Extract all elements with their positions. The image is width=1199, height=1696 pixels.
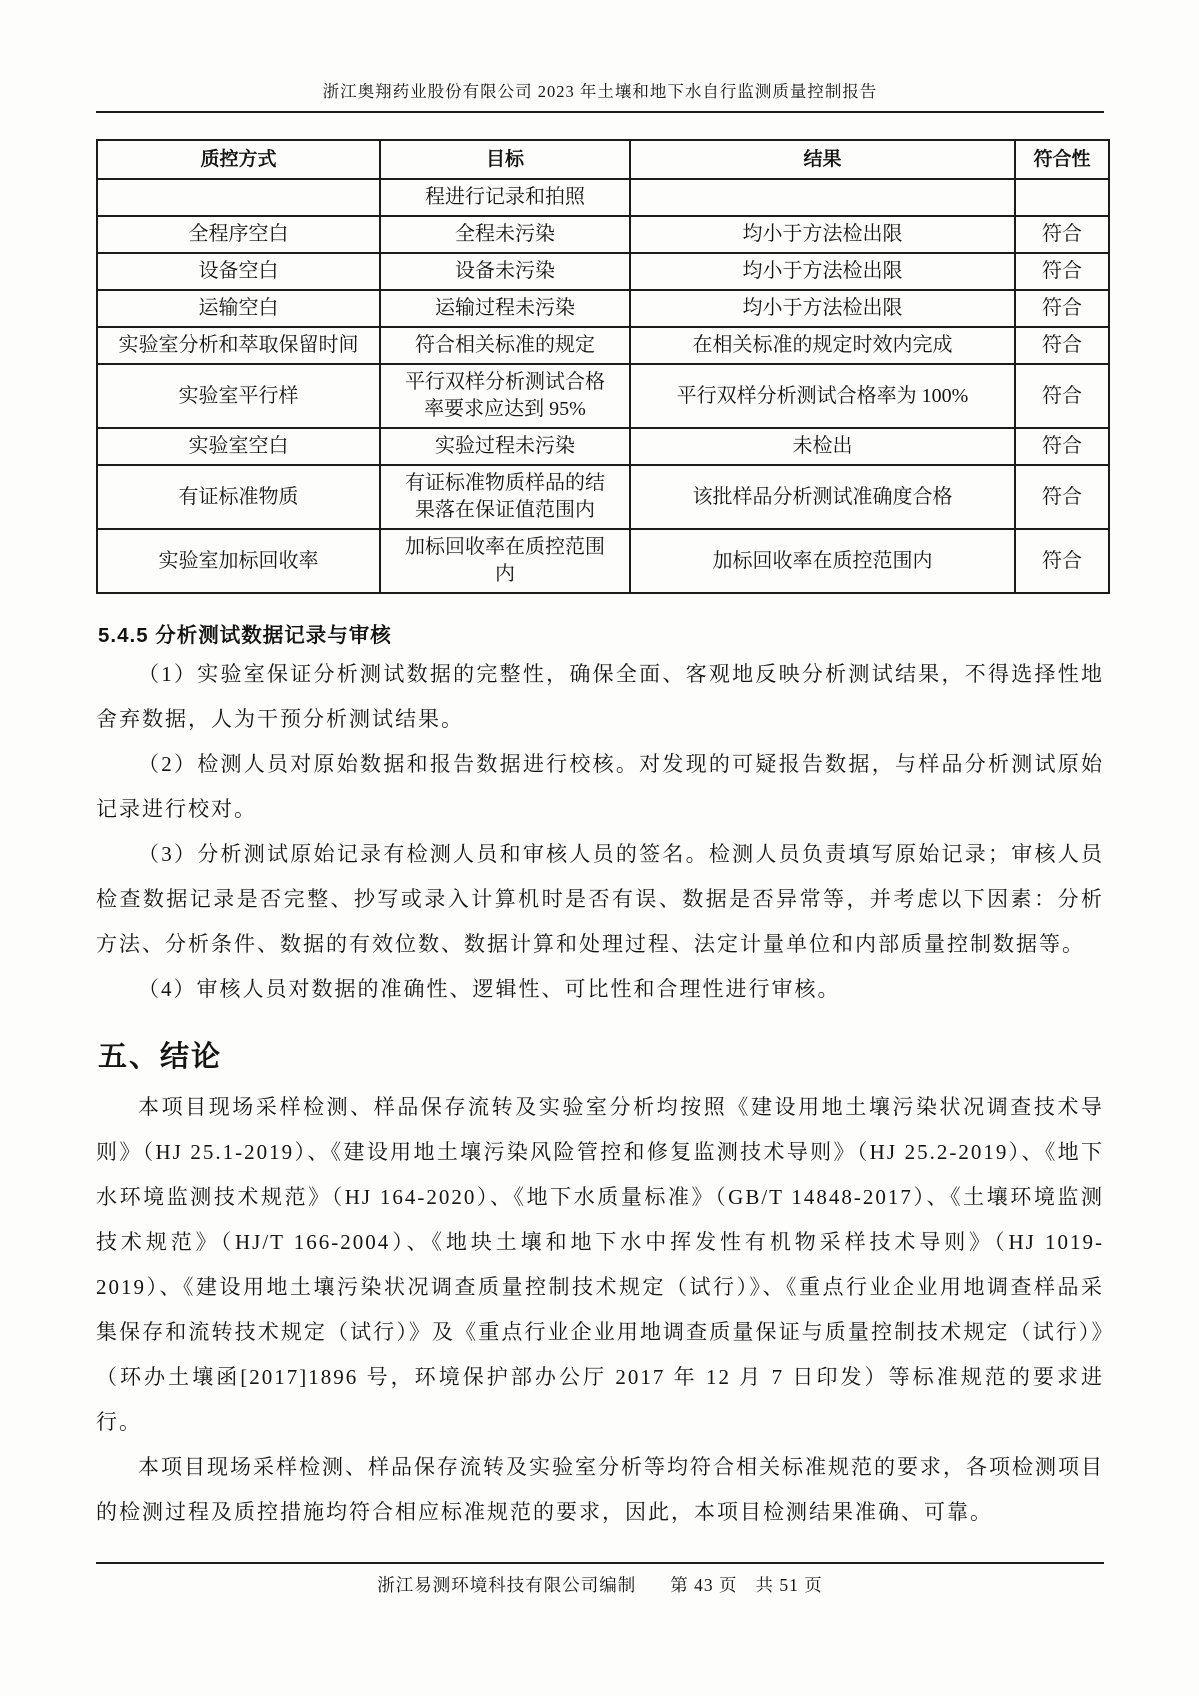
paragraph-1: （1）实验室保证分析测试数据的完整性，确保全面、客观地反映分析测试结果，不得选择性地舍弃数据，人为干预分析测试结果。 bbox=[96, 662, 1104, 731]
col-header-target: 目标 bbox=[380, 140, 630, 179]
cell: 该批样品分析测试准确度合格 bbox=[630, 465, 1015, 529]
cell: 全程未污染 bbox=[380, 216, 630, 253]
table-row bbox=[97, 364, 1109, 428]
col-header-qc-method: 质控方式 bbox=[97, 140, 380, 179]
cell: 均小于方法检出限 bbox=[630, 216, 1015, 253]
table-row bbox=[97, 428, 1109, 465]
cell: 均小于方法检出限 bbox=[630, 253, 1015, 290]
report-header-title: 浙江奥翔药业股份有限公司 2023 年土壤和地下水自行监测质量控制报告 bbox=[322, 82, 878, 101]
cell: 平行双样分析测试合格率要求应达到 95% bbox=[380, 364, 630, 428]
cell: 运输过程未污染 bbox=[380, 290, 630, 327]
cell: 符合 bbox=[1015, 364, 1109, 428]
cell: 符合 bbox=[1015, 465, 1109, 529]
cell: 全程序空白 bbox=[97, 216, 380, 253]
cell: 加标回收率在质控范围内 bbox=[380, 529, 630, 593]
table-row bbox=[97, 179, 1109, 216]
cell: 实验室分析和萃取保留时间 bbox=[97, 327, 380, 364]
page-footer bbox=[96, 1562, 1104, 1597]
footer-page-number: 第 43 页 bbox=[670, 1575, 738, 1595]
cell: 符合 bbox=[1015, 253, 1109, 290]
conclusion-paragraph-1: 本项目现场采样检测、样品保存流转及实验室分析均按照《建设用地土壤污染状况调查技术导则》（HJ 25.1-2019）、《建设用地土壤污染风险管控和修复监测技术导则》（HJ 25.2-2019）、《地下水环境监测技术规范》（HJ 164-2020）、《地下水质量标准》（GB/T 14848-2017）、《土壤环境监测技术规范》（HJ/T 166-2004）、《地块土壤和地下水中挥发性有机物采样技术导则》（HJ 1019-2019）、《建设用地土壤污染状况调查质量控制技术规定（试行）》、《重点行业企业用地调查样品采集保存和流转技术规定（试行）》及《重点行业企业用地调查质量保证与质量控制技术规定（试行）》（环办土壤函[2017]1896 号，环境保护部办公厅 2017 年 12 月 7 日印发）等标准规范的要求进行。 bbox=[96, 1095, 1104, 1434]
cell: 符合 bbox=[1015, 428, 1109, 465]
cell: 符合 bbox=[1015, 327, 1109, 364]
conclusion-paragraph-2: 本项目现场采样检测、样品保存流转及实验室分析等均符合相关标准规范的要求，各项检测项目的检测过程及质控措施均符合相应标准规范的要求，因此，本项目检测结果准确、可靠。 bbox=[96, 1455, 1104, 1524]
cell: 有证标准物质 bbox=[97, 465, 380, 529]
cell: 符合 bbox=[1015, 290, 1109, 327]
table-header-row bbox=[97, 140, 1109, 179]
table-row bbox=[97, 465, 1109, 529]
paragraph-4: （4）审核人员对数据的准确性、逻辑性、可比性和合理性进行审核。 bbox=[138, 977, 841, 1001]
cell: 在相关标准的规定时效内完成 bbox=[630, 327, 1015, 364]
col-header-conformity: 符合性 bbox=[1015, 140, 1109, 179]
paragraph-2: （2）检测人员对原始数据和报告数据进行校核。对发现的可疑报告数据，与样品分析测试原始记录进行校对。 bbox=[96, 752, 1104, 821]
footer-producer: 浙江易测环境科技有限公司编制 bbox=[377, 1575, 637, 1595]
cell: 符合 bbox=[1015, 216, 1109, 253]
quality-control-table bbox=[96, 139, 1110, 594]
cell bbox=[97, 179, 380, 216]
section-5-4-5-heading: 5.4.5 分析测试数据记录与审核 bbox=[98, 624, 392, 647]
cell: 程进行记录和拍照 bbox=[380, 179, 630, 216]
chapter-5-heading: 五、结论 bbox=[98, 1041, 223, 1073]
table-row bbox=[97, 253, 1109, 290]
cell: 未检出 bbox=[630, 428, 1015, 465]
page-content bbox=[96, 0, 1104, 1535]
table-row bbox=[97, 290, 1109, 327]
col-header-result: 结果 bbox=[630, 140, 1015, 179]
cell: 设备空白 bbox=[97, 253, 380, 290]
cell: 实验室加标回收率 bbox=[97, 529, 380, 593]
table-row bbox=[97, 327, 1109, 364]
table-row bbox=[97, 216, 1109, 253]
cell: 平行双样分析测试合格率为 100% bbox=[630, 364, 1015, 428]
header-divider bbox=[96, 111, 1104, 113]
cell: 均小于方法检出限 bbox=[630, 290, 1015, 327]
table-row bbox=[97, 529, 1109, 593]
cell: 加标回收率在质控范围内 bbox=[630, 529, 1015, 593]
cell bbox=[630, 179, 1015, 216]
footer-page-total: 共 51 页 bbox=[755, 1575, 823, 1595]
cell: 实验室平行样 bbox=[97, 364, 380, 428]
cell: 符合 bbox=[1015, 529, 1109, 593]
cell: 实验室空白 bbox=[97, 428, 380, 465]
cell: 运输空白 bbox=[97, 290, 380, 327]
cell: 实验过程未污染 bbox=[380, 428, 630, 465]
cell: 有证标准物质样品的结果落在保证值范围内 bbox=[380, 465, 630, 529]
paragraph-3: （3）分析测试原始记录有检测人员和审核人员的签名。检测人员负责填写原始记录；审核人员检查数据记录是否完整、抄写或录入计算机时是否有误、数据是否异常等，并考虑以下因素：分析方法、分析条件、数据的有效位数、数据计算和处理过程、法定计量单位和内部质量控制数据等。 bbox=[96, 842, 1104, 956]
cell: 符合相关标准的规定 bbox=[380, 327, 630, 364]
cell: 设备未污染 bbox=[380, 253, 630, 290]
cell bbox=[1015, 179, 1109, 216]
